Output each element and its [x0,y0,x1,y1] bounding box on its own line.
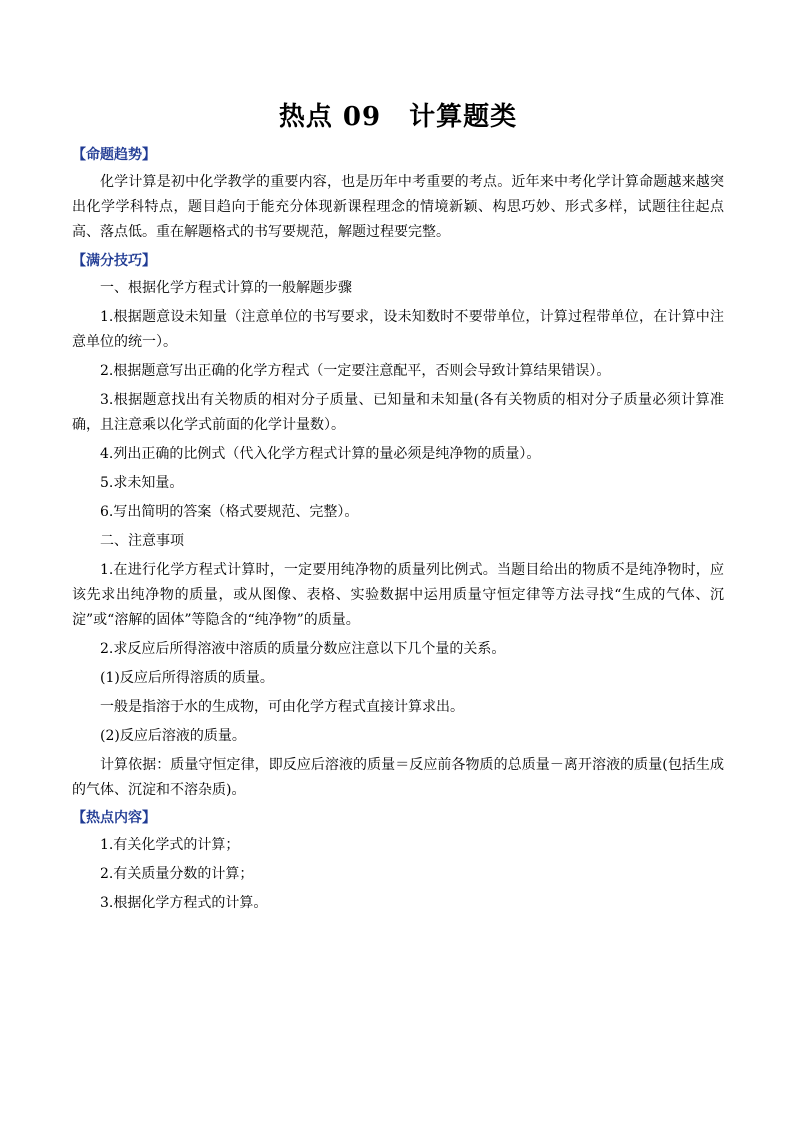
paragraph: (2)反应后溶液的质量。 [100,728,246,744]
paragraph: 二、注意事项 [100,533,184,549]
paragraph: 3.根据题意找出有关物质的相对分子质量、已知量和未知量(各有关物质的相对分子质量必须计算准确，且注意乘以化学式前面的化学计量数）。 [72,392,724,433]
page-title [72,100,724,134]
paragraph: 2.求反应后所得溶液中溶质的质量分数应注意以下几个量的关系。 [100,641,506,657]
section-heading: 【满分技巧】 [72,253,156,269]
paragraph: 3.根据化学方程式的计算。 [100,895,268,911]
title-main: 热点 09 [278,102,382,132]
paragraph: 计算依据：质量守恒定律，即反应后溶液的质量＝反应前各物质的总质量－离开溶液的质量(包括生成的气体、沉淀和不溶杂质)。 [72,757,724,798]
paragraph: 一、根据化学方程式计算的一般解题步骤 [100,280,352,296]
paragraph: 一般是指溶于水的生成物，可由化学方程式直接计算求出。 [100,699,464,715]
paragraph: 1.根据题意设未知量（注意单位的书写要求，设未知数时不要带单位，计算过程带单位，在计算中注意单位的统一）。 [72,309,724,350]
title-sub: 计算题类 [409,102,518,132]
paragraph: 1.在进行化学方程式计算时，一定要用纯净物的质量列比例式。当题目给出的物质不是纯净物时，应该先求出纯净物的质量，或从图像、表格、实验数据中运用质量守恒定律等方法寻找“生成的气体、沉淀”或“溶解的固体”等隐含的“纯净物”的质量。 [72,562,724,628]
paragraph: 2.根据题意写出正确的化学方程式（一定要注意配平，否则会导致计算结果错误）。 [100,363,611,379]
section-heading: 【命题趋势】 [72,147,156,163]
paragraph: 6.写出简明的答案（格式要规范、完整）。 [100,504,359,520]
section-hot-content [72,807,724,916]
paragraph: 化学计算是初中化学教学的重要内容，也是历年中考重要的考点。近年来中考化学计算命题越来越突出化学学科特点，题目趋向于能充分体现新课程理念的情境新颖、构思巧妙、形式多样，试题往往起点高、落点低。重在解题格式的书写要规范，解题过程要完整。 [72,174,724,240]
paragraph: (1)反应后所得溶质的质量。 [100,670,274,686]
section-heading: 【热点内容】 [72,810,156,826]
paragraph: 1.有关化学式的计算； [100,837,240,853]
paragraph: 4.列出正确的比例式（代入化学方程式计算的量必须是纯净物的质量）。 [100,446,541,462]
document-page [72,100,724,920]
section-skills [72,250,724,803]
paragraph: 2.有关质量分数的计算； [100,866,254,882]
paragraph: 5.求未知量。 [100,475,184,491]
section-trend [72,144,724,245]
